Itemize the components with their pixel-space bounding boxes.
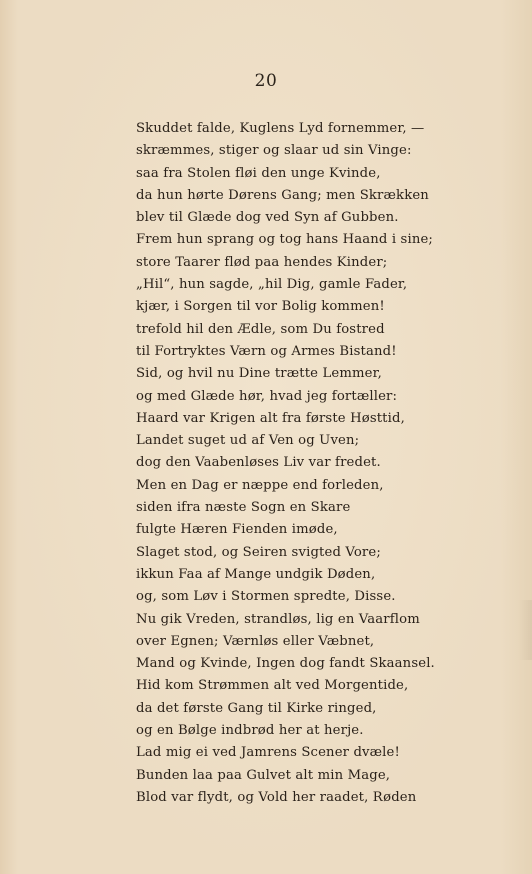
- poem-line: over Egnen; Værnløs eller Væbnet,: [136, 633, 375, 649]
- poem-line: da hun hørte Dørens Gang; men Skrækken: [136, 187, 429, 203]
- poem-line: da det første Gang til Kirke ringed,: [136, 700, 377, 716]
- poem-line: kjær, i Sorgen til vor Bolig kommen!: [136, 299, 385, 315]
- poem-line: saa fra Stolen fløi den unge Kvinde,: [136, 165, 381, 181]
- poem-line: Mand og Kvinde, Ingen dog fandt Skaansel.: [136, 656, 435, 672]
- poem-line: dog den Vaabenløses Liv var fredet.: [136, 455, 381, 471]
- poem-line: Bunden laa paa Gulvet alt min Mage,: [136, 767, 391, 783]
- poem-line: Hid kom Strømmen alt ved Morgentide,: [136, 678, 409, 694]
- poem-line: og med Glæde hør, hvad jeg fortæller:: [136, 388, 398, 404]
- poem-line: Nu gik Vreden, strandløs, lig en Vaarflom: [136, 611, 420, 627]
- poem-line: „Hil“, hun sagde, „hil Dig, gamle Fader,: [136, 277, 408, 293]
- poem-line: ikkun Faa af Mange undgik Døden,: [136, 566, 376, 582]
- poem-line: siden ifra næste Sogn en Skare: [136, 500, 351, 516]
- poem-text: [136, 118, 526, 809]
- poem-line: Sid, og hvil nu Dine trætte Lemmer,: [136, 366, 382, 382]
- poem-line: til Fortryktes Værn og Armes Bistand!: [136, 343, 397, 359]
- poem-line: Frem hun sprang og tog hans Haand i sine;: [136, 232, 434, 248]
- poem-line: Lad mig ei ved Jamrens Scener dvæle!: [136, 745, 400, 761]
- poem-line: fulgte Hæren Fienden imøde,: [136, 522, 338, 538]
- poem-line: skræmmes, stiger og slaar ud sin Vinge:: [136, 143, 412, 159]
- poem-line: Landet suget ud af Ven og Uven;: [136, 433, 360, 449]
- poem-line: Skuddet falde, Kuglens Lyd fornemmer, —: [136, 121, 425, 136]
- poem-line: Haard var Krigen alt fra første Høsttid,: [136, 410, 405, 426]
- poem-line: trefold hil den Ædle, som Du fostred: [136, 321, 385, 337]
- poem-line: store Taarer flød paa hendes Kinder;: [136, 254, 388, 270]
- poem-line: Slaget stod, og Seiren svigted Vore;: [136, 544, 381, 560]
- page-number: 20: [254, 71, 278, 91]
- poem-line: Blod var flydt, og Vold her raadet, Røden: [136, 789, 417, 805]
- poem-line: blev til Glæde dog ved Syn af Gubben.: [136, 210, 399, 226]
- poem-line: og, som Løv i Stormen spredte, Disse.: [136, 589, 396, 605]
- poem-line: og en Bølge indbrød her at herje.: [136, 723, 364, 739]
- poem-line: Men en Dag er næppe end forleden,: [136, 477, 384, 493]
